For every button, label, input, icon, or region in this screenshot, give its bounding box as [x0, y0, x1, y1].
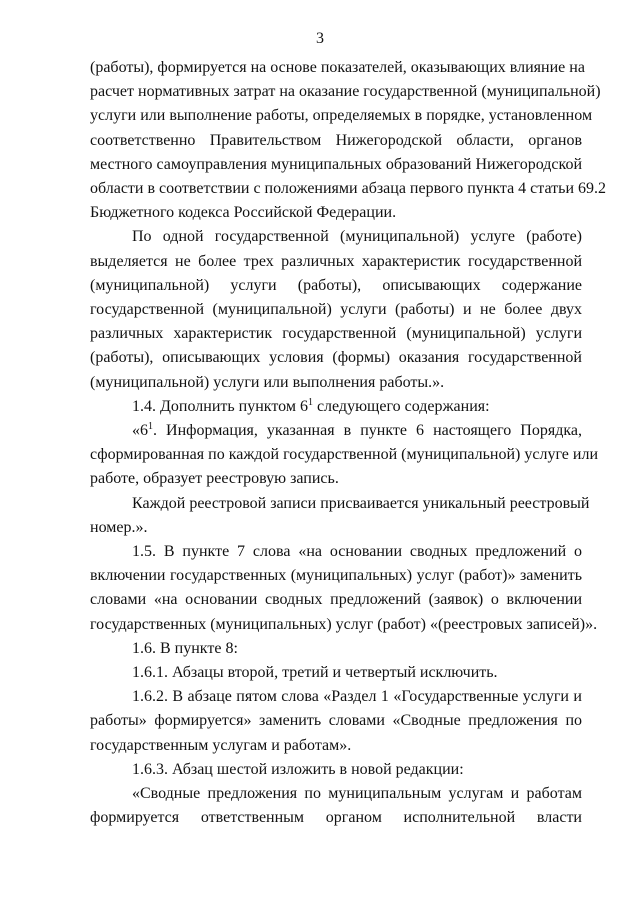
paragraph — [90, 419, 599, 492]
paragraph — [90, 685, 582, 758]
paragraph — [90, 782, 582, 830]
paragraph-line: 1.6.2. В абзаце пятом слова «Раздел 1 «Государственные услуги и — [132, 688, 582, 706]
paragraph-line: (работы), описывающих условия (формы) оказания государственной — [90, 349, 582, 367]
paragraph-line: местного самоуправления муниципальных образований Нижегородской — [90, 155, 582, 173]
paragraph-line: словами «на основании сводных предложений (заявок) о включении — [90, 591, 582, 609]
paragraph-line: (работы), формируется на основе показателей, оказывающих влияние на — [90, 59, 585, 76]
paragraph-line: государственным услугам и работам». — [90, 736, 352, 754]
paragraph — [90, 395, 582, 419]
paragraph-line: Каждой реестровой записи присваивается уникальный реестровый — [132, 494, 590, 512]
paragraph-line: 1.5. В пункте 7 слова «на основании сводных предложений о — [132, 543, 582, 561]
paragraph — [90, 56, 607, 225]
paragraph-line: 1.4. Дополнить пунктом $6^1$ следующего содержания: — [132, 396, 490, 415]
paragraph-line: выделяется не более трех различных характеристик государственной — [90, 252, 582, 270]
paragraph-line: формируется ответственным органом исполнительной власти — [90, 809, 582, 827]
paragraph-line: сформированная по каждой государственной (муниципальной) услуге или — [90, 446, 599, 464]
paragraph-line: работы» формируется» заменить словами «Сводные предложения по — [90, 712, 582, 730]
paragraph-line: 1.6.3. Абзац шестой изложить в новой редакции: — [132, 760, 464, 778]
paragraph-line: 1.6.1. Абзацы второй, третий и четвертый исключить. — [132, 664, 498, 682]
page-number: 3 — [316, 30, 324, 47]
paragraph — [90, 492, 590, 540]
paragraph-line: государственной (муниципальной) услуги (работы) и не более двух — [90, 301, 582, 319]
paragraph-line: соответственно Правительством Нижегородской области, органов — [90, 131, 582, 149]
paragraph-line: государственных (муниципальных) услуг (работ) «(реестровых записей)». — [90, 615, 598, 633]
paragraph-line: (муниципальной) услуги или выполнения работы.». — [90, 373, 445, 391]
paragraph — [90, 225, 582, 394]
paragraph-line: работе, образует реестровую запись. — [90, 470, 339, 488]
paragraph-line: расчет нормативных затрат на оказание государственной (муниципальной) — [90, 83, 601, 101]
paragraph-line: (муниципальной) услуги (работы), описывающих содержание — [90, 276, 582, 294]
paragraph-line: 1.6. В пункте 8: — [132, 639, 238, 657]
paragraph-line: различных характеристик государственной (муниципальной) услуги — [90, 325, 582, 343]
paragraph-line: области в соответствии с положениями абзаца первого пункта 4 статьи 69.2 — [90, 180, 607, 198]
paragraph — [90, 540, 598, 637]
paragraph — [90, 637, 582, 661]
paragraph-line: номер.». — [90, 518, 148, 536]
paragraph-line: услуги или выполнение работы, определяемых в порядке, установленном — [90, 107, 593, 125]
paragraph-line: «Сводные предложения по муниципальным услугам и работам — [132, 785, 582, 803]
paragraph — [90, 758, 582, 782]
paragraph-line: включении государственных (муниципальных) услуг (работ)» заменить — [90, 567, 582, 585]
paragraph-line: «$6^1$. Информация, указанная в пункте 6 настоящего Порядка, — [132, 421, 582, 440]
document-body — [90, 56, 607, 831]
paragraph-line: Бюджетного кодекса Российской Федерации. — [90, 204, 397, 222]
paragraph-line: По одной государственной (муниципальной) услуге (работе) — [132, 228, 582, 246]
paragraph — [90, 661, 582, 685]
